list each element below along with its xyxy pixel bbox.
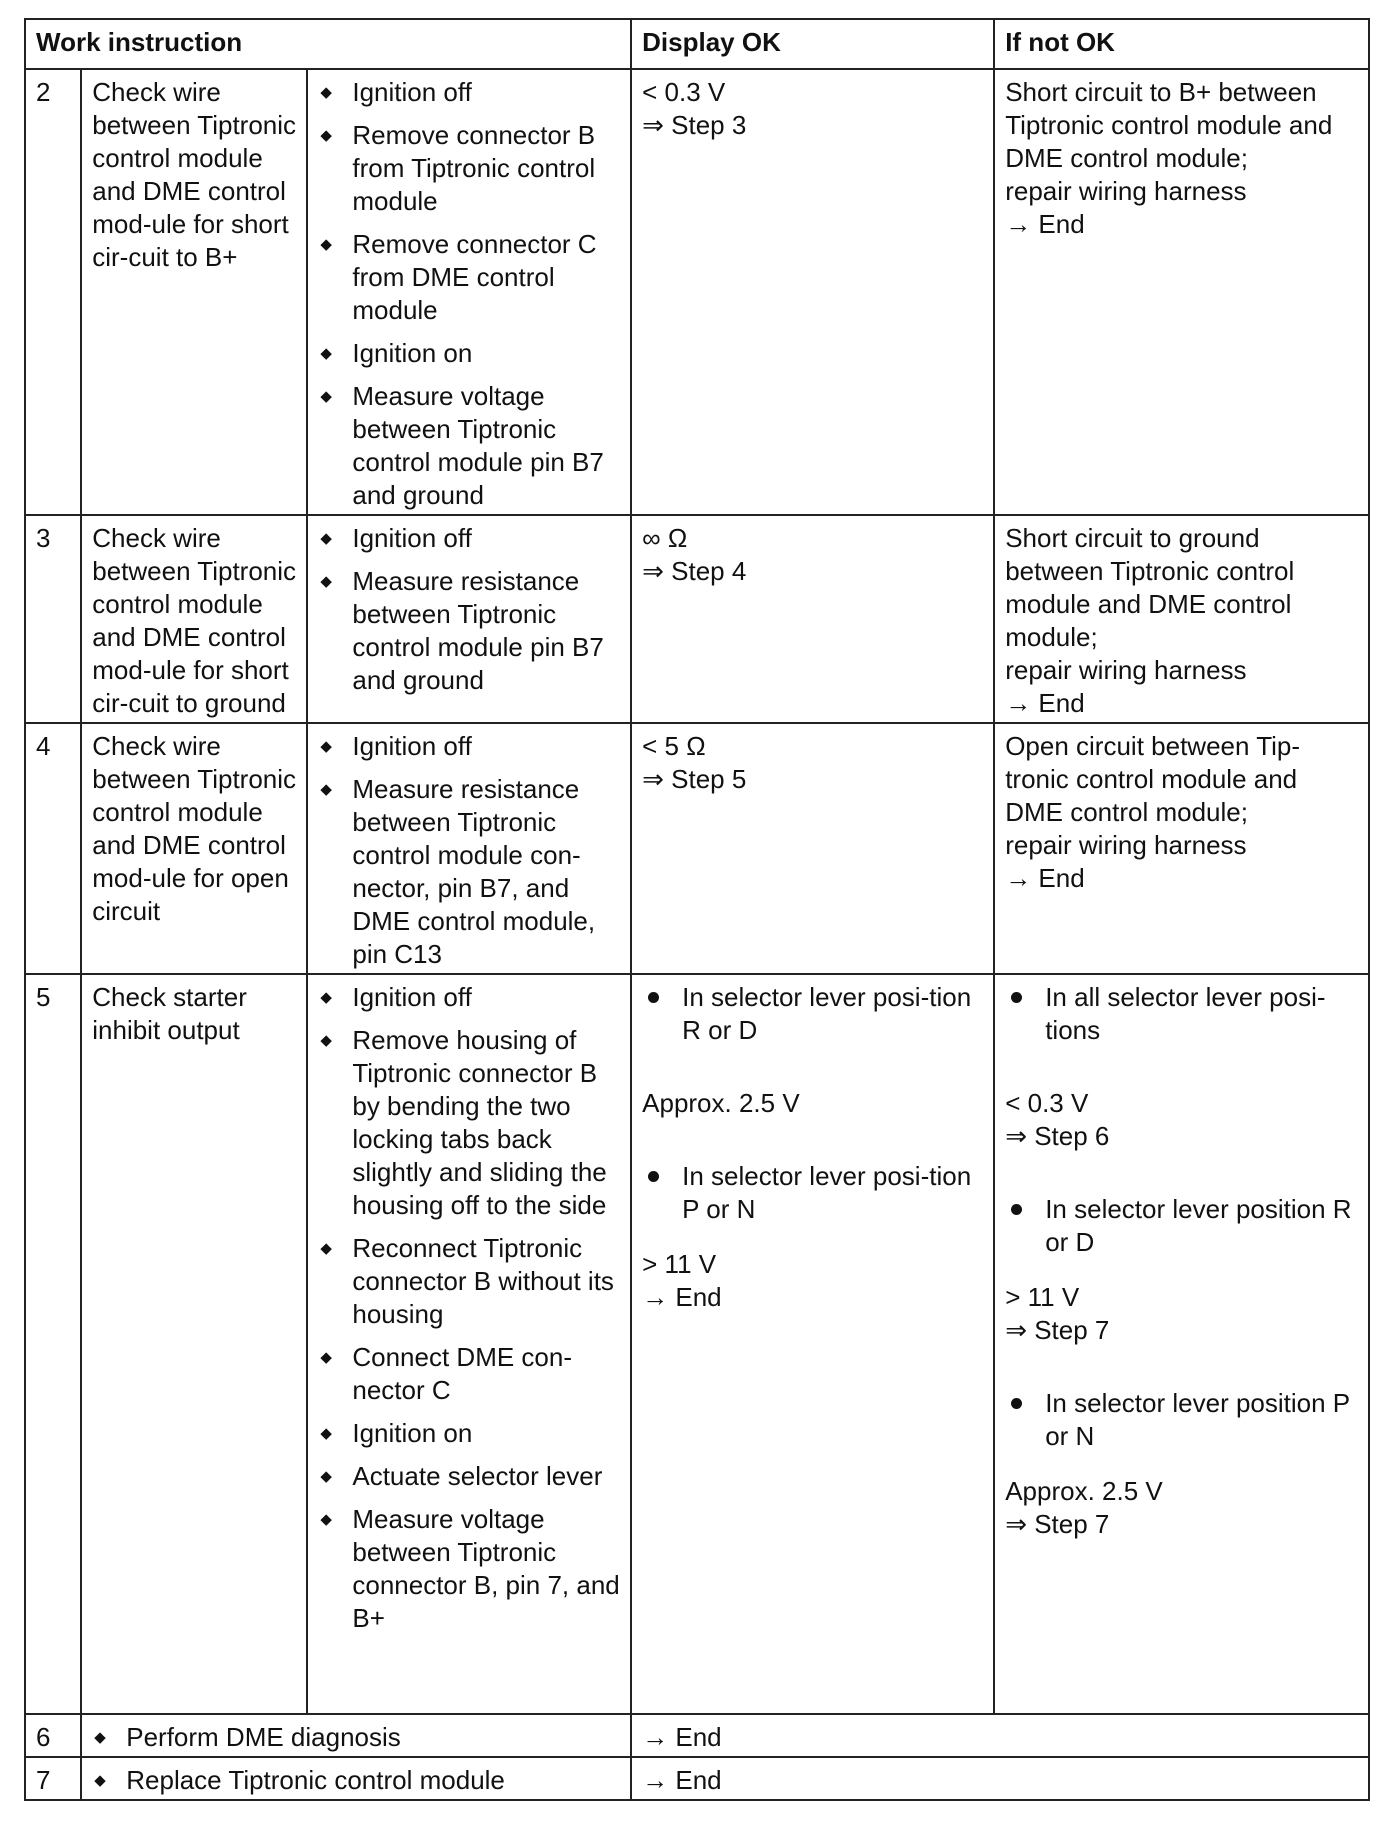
step-result: → End <box>631 1714 1369 1757</box>
table-row <box>25 974 1369 1714</box>
list-item: ◆ Remove connector B from Tiptronic control module <box>318 119 620 218</box>
not-ok-condition: In all selector lever posi-tions <box>1005 981 1358 1047</box>
list-item: ◆ Actuate selector lever <box>318 1460 620 1493</box>
list-item: ◆ Ignition off <box>318 76 620 109</box>
not-ok-cause: Open circuit between Tip-tronic control module and DME control module; <box>1005 731 1301 827</box>
header-if-not-ok: If not OK <box>994 19 1369 69</box>
list-item: ◆ Measure voltage between Tiptronic connector B, pin 7, and B+ <box>318 1503 620 1635</box>
list-item: ◆ Measure resistance between Tiptronic control module con-nector, pin B7, and DME control module, pin C13 <box>318 773 620 971</box>
not-ok-next: ⇒ Step 6 <box>1005 1121 1110 1151</box>
ok-value: < 5 Ω <box>642 731 706 761</box>
not-ok-remedy: repair wiring harness <box>1005 830 1247 860</box>
list-item: ◆ Remove housing of Tiptronic connector B by bending the two locking tabs back slightly and sliding the housing off to the side <box>318 1024 620 1222</box>
step-number: 7 <box>25 1757 81 1800</box>
step-result: → End <box>631 1757 1369 1800</box>
step-number: 4 <box>25 723 81 974</box>
table-row <box>25 515 1369 723</box>
ok-value: > 11 V <box>642 1249 717 1279</box>
list-item: ◆ Measure voltage between Tiptronic control module pin B7 and ground <box>318 380 620 512</box>
list-item: ◆ Reconnect Tiptronic connector B without its housing <box>318 1232 620 1331</box>
table-row <box>25 723 1369 974</box>
step-description: Check wire between Tiptronic control module and DME control mod-ule for short cir-cuit to B+ <box>81 69 307 515</box>
ok-next-step: ⇒ Step 3 <box>642 110 747 140</box>
step-actions <box>307 515 631 723</box>
not-ok-next: → End <box>1005 209 1085 239</box>
table-header-row <box>25 19 1369 69</box>
table-row <box>25 1757 1369 1800</box>
display-ok-cell <box>631 974 994 1714</box>
ok-next-step: → End <box>642 1282 722 1312</box>
step-instruction <box>81 1714 631 1757</box>
display-ok-cell <box>631 515 994 723</box>
ok-value: < 0.3 V <box>642 77 726 107</box>
not-ok-condition: In selector lever position R or D <box>1005 1193 1358 1259</box>
list-item: ◆ Ignition off <box>318 730 620 763</box>
ok-condition: In selector lever posi-tion P or N <box>642 1160 983 1226</box>
step-actions <box>307 723 631 974</box>
not-ok-next: ⇒ Step 7 <box>1005 1509 1110 1539</box>
step-description: Check wire between Tiptronic control module and DME control mod-ule for short cir-cuit to ground <box>81 515 307 723</box>
not-ok-next: → End <box>1005 863 1085 893</box>
not-ok-value: < 0.3 V <box>1005 1088 1089 1118</box>
step-number: 6 <box>25 1714 81 1757</box>
not-ok-cause: Short circuit to B+ between Tiptronic control module and DME control module; <box>1005 77 1333 173</box>
step-number: 5 <box>25 974 81 1714</box>
list-item: ◆ Ignition on <box>318 337 620 370</box>
not-ok-cause: Short circuit to ground between Tiptronic control module and DME control module; <box>1005 523 1295 652</box>
list-item: ◆ Ignition off <box>318 522 620 555</box>
work-instruction-table <box>24 18 1370 1801</box>
display-ok-cell <box>631 723 994 974</box>
ok-condition: In selector lever posi-tion R or D <box>642 981 983 1047</box>
list-item: ◆ Remove connector C from DME control module <box>318 228 620 327</box>
ok-next-step: ⇒ Step 5 <box>642 764 747 794</box>
not-ok-cell <box>994 515 1369 723</box>
table-row <box>25 69 1369 515</box>
step-description: Check wire between Tiptronic control module and DME control mod-ule for open circuit <box>81 723 307 974</box>
list-item: ◆ Connect DME con-nector C <box>318 1341 620 1407</box>
not-ok-value: > 11 V <box>1005 1282 1080 1312</box>
step-number: 3 <box>25 515 81 723</box>
not-ok-next: ⇒ Step 7 <box>1005 1315 1110 1345</box>
ok-value: Approx. 2.5 V <box>642 1088 800 1118</box>
not-ok-remedy: repair wiring harness <box>1005 176 1247 206</box>
step-number: 2 <box>25 69 81 515</box>
step-description: Check starter inhibit output <box>81 974 307 1714</box>
step-actions <box>307 974 631 1714</box>
step-instruction <box>81 1757 631 1800</box>
not-ok-cell <box>994 69 1369 515</box>
not-ok-cell <box>994 723 1369 974</box>
list-item: ◆ Ignition off <box>318 981 620 1014</box>
list-item: ◆ Ignition on <box>318 1417 620 1450</box>
not-ok-next: → End <box>1005 688 1085 718</box>
header-display-ok: Display OK <box>631 19 994 69</box>
not-ok-remedy: repair wiring harness <box>1005 655 1247 685</box>
list-item: ◆ Measure resistance between Tiptronic control module pin B7 and ground <box>318 565 620 697</box>
ok-next-step: ⇒ Step 4 <box>642 556 747 586</box>
display-ok-cell <box>631 69 994 515</box>
header-work-instruction: Work instruction <box>25 19 631 69</box>
table-row <box>25 1714 1369 1757</box>
ok-value: ∞ Ω <box>642 523 688 553</box>
list-item: ◆ Perform DME diagnosis <box>92 1721 620 1754</box>
not-ok-value: Approx. 2.5 V <box>1005 1476 1163 1506</box>
list-item: ◆ Replace Tiptronic control module <box>92 1764 620 1797</box>
step-actions <box>307 69 631 515</box>
not-ok-cell <box>994 974 1369 1714</box>
not-ok-condition: In selector lever position P or N <box>1005 1387 1358 1453</box>
